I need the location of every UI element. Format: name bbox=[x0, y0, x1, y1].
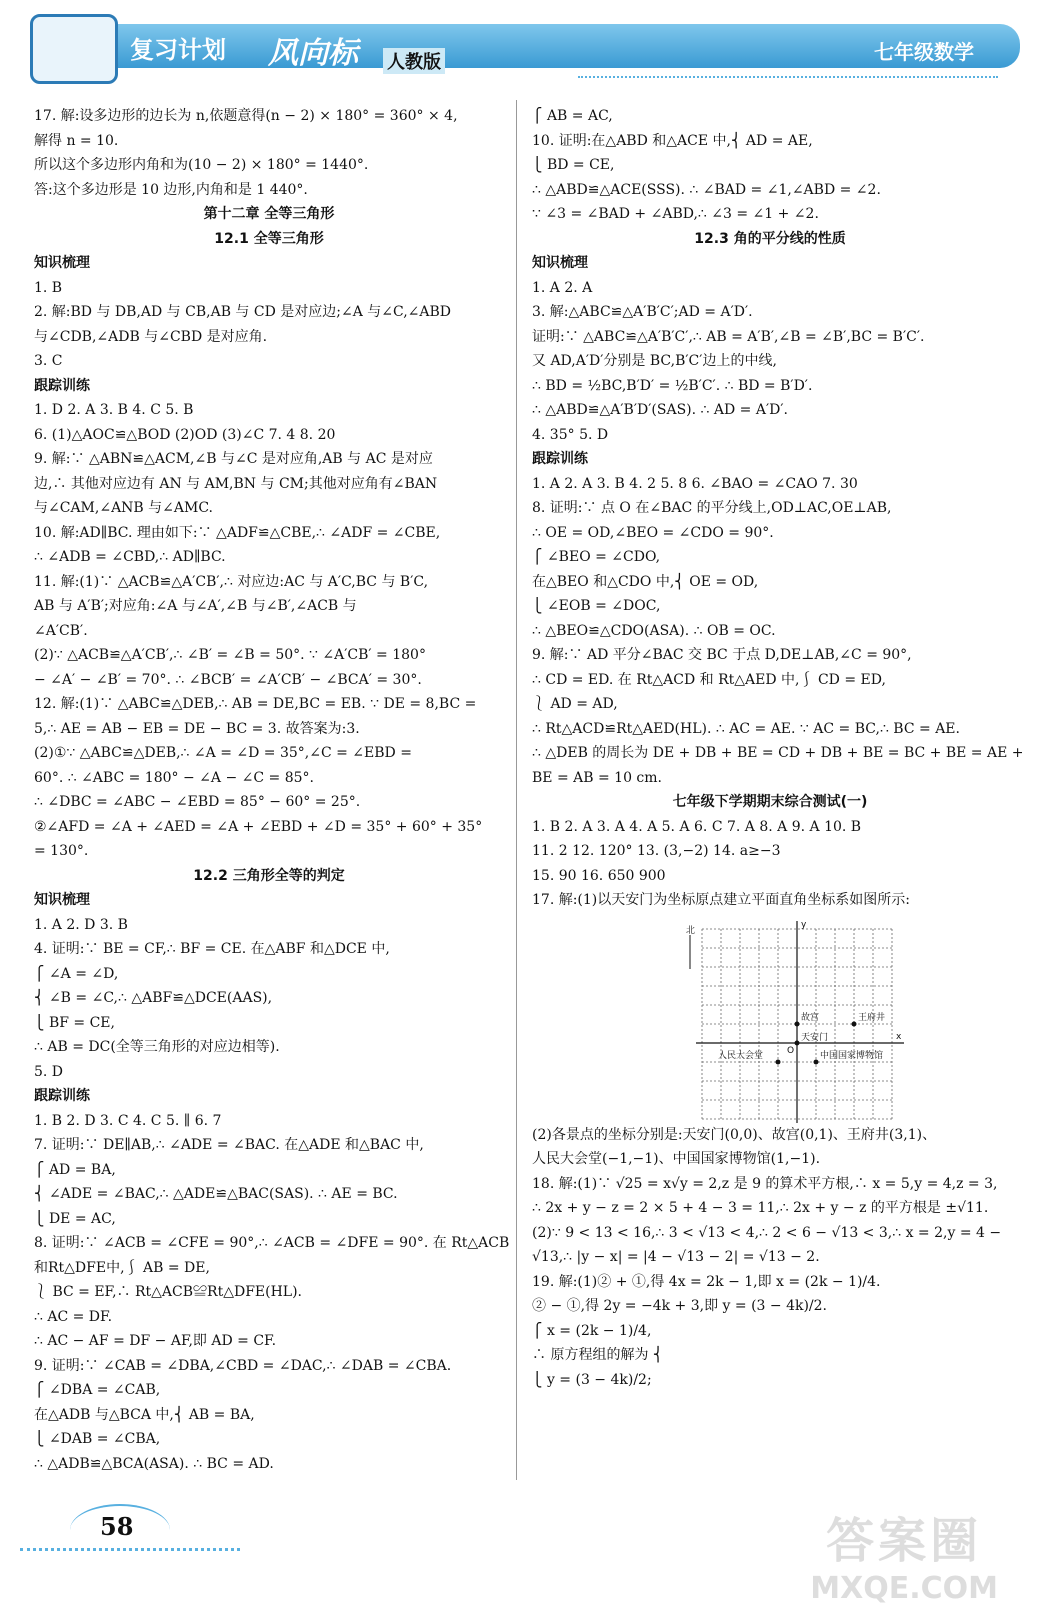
answer-line: ∴ OE = OD,∠BEO = ∠CDO = 90°. bbox=[532, 524, 774, 541]
answer-line: 与∠CAM,∠ANB 与∠AMC. bbox=[34, 500, 214, 516]
answer-line: 8. 证明:∵ ∠ACB = ∠CFE = 90°,∴ ∠ACB = ∠DFE = 90°. 在 Rt△ACB bbox=[34, 1235, 510, 1251]
answer-line: 又 AD,A′D′分别是 BC,B′C′边上的中线, bbox=[532, 353, 777, 369]
answer-line: ∴ AC = DF. bbox=[34, 1308, 113, 1325]
answer-line: ⎧ AB = AC, bbox=[532, 108, 613, 124]
answer-line: 10. 证明:在△ABD 和△ACE 中,⎨ AD = AE, bbox=[532, 132, 813, 149]
answer-line: 所以这个多边形内角和为(10 − 2) × 180° = 1440°. bbox=[34, 157, 369, 173]
answer-line: ⎩ BD = CE, bbox=[532, 157, 615, 173]
map-point-label: 人民大会堂 bbox=[718, 1050, 764, 1061]
answer-line: ∠A′CB′. bbox=[34, 622, 88, 639]
origin-label: O bbox=[787, 1045, 795, 1056]
watermark-logo-text: 答案圈 bbox=[826, 1513, 983, 1569]
answer-line: ② − ①,得 2y = −4k + 3,即 y = (3 − 4k)/2. bbox=[532, 1298, 828, 1314]
answer-line: 7. 证明:∵ DE∥AB,∴ ∠ADE = ∠BAC. 在△ADE 和△BAC 中, bbox=[34, 1137, 424, 1153]
answer-line: (2)∵ △ACB≌△A′CB′,∴ ∠B′ = ∠B = 50°. ∵ ∠A′CB′ = 180° bbox=[34, 647, 426, 663]
answer-line: 17. 解:设多边形的边长为 n,依题意得(n − 2) × 180° = 360° × 4, bbox=[34, 108, 458, 124]
answer-line: 9. 解:∵ △ABN≌△ACM,∠B 与∠C 是对应角,AB 与 AC 是对应 bbox=[34, 451, 433, 467]
answer-line: ∴ △ADB≌△BCA(ASA). ∴ BC = AD. bbox=[34, 1455, 274, 1472]
map-point-label: 天安门 bbox=[801, 1032, 829, 1043]
answer-line: (2)各景点的坐标分别是:天安门(0,0)、故宫(0,1)、王府井(3,1)、 bbox=[532, 1126, 937, 1143]
answer-line: 1. B bbox=[34, 279, 63, 296]
answer-line: 与∠CDB,∠ADB 与∠CBD 是对应角. bbox=[34, 328, 268, 345]
answer-line: ⎩ ∠EOB = ∠DOC, bbox=[532, 598, 661, 614]
answer-line: ⎧ x = (2k − 1)/4, bbox=[532, 1322, 652, 1339]
y-axis-label: y bbox=[801, 919, 807, 930]
map-point bbox=[814, 1059, 819, 1064]
watermark-url: MXQE.COM bbox=[810, 1571, 998, 1606]
section-heading: 12.2 三角形全等的判定 bbox=[193, 867, 345, 884]
answer-line: 边,∴ 其他对应边有 AN 与 AM,BN 与 CM;其他对应角有∠BAN bbox=[34, 475, 438, 492]
answer-line: ⎱ BC = EF,∴ Rt△ACB≌Rt△DFE(HL). bbox=[34, 1284, 303, 1300]
map-point bbox=[795, 1021, 800, 1026]
answer-line: ∴ 原方程组的解为 ⎨ bbox=[532, 1347, 664, 1363]
footer-dotted-rule bbox=[20, 1548, 240, 1551]
section-heading: 12.3 角的平分线的性质 bbox=[694, 230, 846, 247]
answer-line: ∴ △BEO≌△CDO(ASA). ∴ OB = OC. bbox=[532, 622, 776, 639]
answer-line: ∴ 2x + y − z = 2 × 5 + 4 − 3 = 11,∴ 2x + y − z 的平方根是 ±√11. bbox=[532, 1200, 989, 1216]
answer-line: 答:这个多边形是 10 边形,内角和是 1 440°. bbox=[34, 181, 308, 198]
answer-line: ⎩ ∠DAB = ∠CBA, bbox=[34, 1431, 161, 1447]
north-label: 北 bbox=[686, 925, 696, 936]
answer-line: = 130°. bbox=[34, 843, 89, 859]
answer-line: 1. B 2. A 3. A 4. A 5. A 6. C 7. A 8. A 9. A 10. B bbox=[532, 818, 862, 835]
map-point bbox=[795, 1040, 800, 1045]
answer-line: 60°. ∴ ∠ABC = 180° − ∠A − ∠C = 85°. bbox=[34, 769, 314, 786]
answer-line: √13,∴ |y − x| = |4 − √13 − 2| = √13 − 2. bbox=[532, 1249, 820, 1265]
answer-line: 1. D 2. A 3. B 4. C 5. B bbox=[34, 402, 194, 418]
section-heading: 七年级下学期期末综合测试(一) bbox=[672, 794, 868, 810]
answer-line: 11. 2 12. 120° 13. (3,−2) 14. a≥−3 bbox=[532, 843, 781, 859]
answer-line: 1. A 2. D 3. B bbox=[34, 916, 128, 933]
answer-line: 5. D bbox=[34, 1063, 64, 1080]
column-divider bbox=[516, 100, 517, 1480]
page-header bbox=[0, 0, 1038, 92]
answer-line: 解得 n = 10. bbox=[34, 132, 119, 149]
left-column bbox=[34, 104, 510, 1476]
answer-line: 15. 90 16. 650 900 bbox=[532, 867, 666, 884]
subsection-label: 知识梳理 bbox=[34, 255, 90, 271]
answer-line: 5,∴ AE = AB − EB = DE − BC = 3. 故答案为:3. bbox=[34, 720, 360, 737]
answer-line: 12. 解:(1)∵ △ABC≌△DEB,∴ AB = DE,BC = EB. ∵ DE = 8,BC = bbox=[34, 696, 477, 712]
answer-line: ∴ ∠DBC = ∠ABC − ∠EBD = 85° − 60° = 25°. bbox=[34, 794, 361, 810]
answer-line: 4. 35° 5. D bbox=[532, 426, 609, 443]
subsection-label: 跟踪训练 bbox=[34, 377, 90, 394]
answer-line: AB 与 A′B′;对应角:∠A 与∠A′,∠B 与∠B′,∠ACB 与 bbox=[34, 598, 357, 614]
answer-line: BE = AB = 10 cm. bbox=[532, 769, 662, 786]
answer-line: ⎨ ∠B = ∠C,∴ △ABF≌△DCE(AAS), bbox=[34, 990, 273, 1006]
header-edition: 人教版 bbox=[383, 48, 445, 74]
answer-line: 3. C bbox=[34, 353, 63, 369]
answer-line: 9. 证明:∵ ∠CAB = ∠DBA,∠CBD = ∠DAC,∴ ∠DAB = ∠CBA. bbox=[34, 1357, 452, 1374]
answer-line: 1. A 2. A bbox=[532, 279, 593, 296]
answer-line: ⎩ BF = CE, bbox=[34, 1014, 115, 1031]
coordinate-map-figure bbox=[682, 919, 902, 1117]
answer-line: ∴ Rt△ACD≌Rt△AED(HL). ∴ AC = AE. ∵ AC = BC,∴ BC = AE. bbox=[532, 720, 960, 737]
answer-line: ∴ △DEB 的周长为 DE + DB + BE = CD + DB + BE = BC + BE = AE + bbox=[532, 745, 1024, 761]
answer-line: − ∠A′ − ∠B′ = 70°. ∴ ∠BCB′ = ∠A′CB′ − ∠BCA′ = 30°. bbox=[34, 671, 422, 688]
answer-line: ②∠AFD = ∠A + ∠AED = ∠A + ∠EBD + ∠D = 35° + 60° + 35° bbox=[34, 818, 483, 835]
answer-line: (2)①∵ △ABC≌△DEB,∴ ∠A = ∠D = 35°,∠C = ∠EBD = bbox=[34, 745, 412, 761]
coordinate-map bbox=[682, 919, 902, 1117]
answer-line: ∴ ∠ADB = ∠CBD,∴ AD∥BC. bbox=[34, 549, 226, 565]
answer-line: ∵ ∠3 = ∠BAD + ∠ABD,∴ ∠3 = ∠1 + ∠2. bbox=[532, 206, 819, 222]
map-point-label: 中国国家博物馆 bbox=[820, 1050, 884, 1061]
answer-line: 19. 解:(1)② + ①,得 4x = 2k − 1,即 x = (2k − 1)/4. bbox=[532, 1273, 881, 1290]
answer-line: ∴ CD = ED. 在 Rt△ACD 和 Rt△AED 中,⎰ CD = ED, bbox=[532, 671, 886, 688]
answer-line: 证明:∵ △ABC≌△A′B′C′,∴ AB = A′B′,∠B = ∠B′,BC = B′C′. bbox=[532, 328, 925, 345]
answer-line: ⎧ ∠DBA = ∠CAB, bbox=[34, 1382, 161, 1398]
answer-line: 在△BEO 和△CDO 中,⎨ OE = OD, bbox=[532, 573, 759, 590]
x-axis-label: x bbox=[896, 1031, 902, 1042]
answer-line: 4. 证明:∵ BE = CF,∴ BF = CE. 在△ABF 和△DCE 中, bbox=[34, 941, 390, 957]
answer-line: ∴ BD = ½BC,B′D′ = ½B′C′. ∴ BD = B′D′. bbox=[532, 377, 813, 394]
header-dotted-rule bbox=[578, 76, 998, 78]
answer-line: ∴ △ABD≌△ACE(SSS). ∴ ∠BAD = ∠1,∠ABD = ∠2. bbox=[532, 181, 881, 198]
right-column bbox=[532, 104, 1024, 1392]
answer-line: 2. 解:BD 与 DB,AD 与 CB,AB 与 CD 是对应边;∠A 与∠C,∠ABD bbox=[34, 304, 452, 320]
answer-line: ∴ AB = DC(全等三角形的对应边相等). bbox=[34, 1039, 280, 1055]
answer-line: ⎩ DE = AC, bbox=[34, 1210, 116, 1227]
subsection-label: 跟踪训练 bbox=[532, 451, 588, 467]
answer-line: ⎧ AD = BA, bbox=[34, 1161, 116, 1178]
answer-line: 18. 解:(1)∵ √25 = x√y = 2,z 是 9 的算术平方根,∴ x = 5,y = 4,z = 3, bbox=[532, 1175, 998, 1192]
subsection-label: 跟踪训练 bbox=[34, 1088, 90, 1104]
answer-line: ⎩ y = (3 − 4k)/2; bbox=[532, 1371, 652, 1388]
map-point-label: 故宫 bbox=[801, 1012, 820, 1023]
section-heading: 12.1 全等三角形 bbox=[214, 230, 324, 247]
page-footer bbox=[0, 1500, 430, 1600]
answer-line: 和Rt△DFE中,⎰ AB = DE, bbox=[34, 1259, 210, 1276]
subsection-label: 知识梳理 bbox=[532, 255, 588, 271]
answer-line: ⎨ ∠ADE = ∠BAC,∴ △ADE≌△BAC(SAS). ∴ AE = BC. bbox=[34, 1186, 398, 1202]
answer-line: ⎧ ∠A = ∠D, bbox=[34, 965, 119, 982]
answer-line: 9. 解:∵ AD 平分∠BAC 交 BC 于点 D,DE⊥AB,∠C = 90°, bbox=[532, 647, 912, 663]
map-point bbox=[776, 1059, 781, 1064]
answer-line: ∴ △ABD≌△A′B′D′(SAS). ∴ AD = A′D′. bbox=[532, 402, 788, 418]
header-brand: 风向标 bbox=[268, 36, 358, 71]
answer-line: 1. A 2. A 3. B 4. 2 5. 8 6. ∠BAO = ∠CAO 7. 30 bbox=[532, 475, 858, 492]
map-point-label: 王府井 bbox=[858, 1012, 886, 1023]
watermark bbox=[810, 1502, 998, 1606]
header-grade-subject: 七年级数学 bbox=[874, 40, 974, 64]
answer-line: 8. 证明:∵ 点 O 在∠BAC 的平分线上,OD⊥AC,OE⊥AB, bbox=[532, 500, 892, 516]
answer-line: ∴ AC − AF = DF − AF,即 AD = CF. bbox=[34, 1333, 277, 1349]
answer-line: 1. B 2. D 3. C 4. C 5. ∥ 6. 7 bbox=[34, 1112, 222, 1129]
answer-line: 在△ADB 与△BCA 中,⎨ AB = BA, bbox=[34, 1406, 255, 1423]
answer-line: ⎱ AD = AD, bbox=[532, 696, 618, 712]
answer-line: 10. 解:AD∥BC. 理由如下:∵ △ADF≌△CBE,∴ ∠ADF = ∠CBE, bbox=[34, 524, 441, 541]
section-heading: 第十二章 全等三角形 bbox=[203, 206, 335, 222]
page-number: 58 bbox=[100, 1512, 134, 1541]
subsection-label: 知识梳理 bbox=[34, 892, 90, 908]
answer-line: (2)∵ 9 < 13 < 16,∴ 3 < √13 < 4,∴ 2 < 6 − √13 < 3,∴ x = 2,y = 4 − bbox=[532, 1224, 1002, 1241]
map-point bbox=[852, 1021, 857, 1026]
answer-line: 人民大会堂(−1,−1)、中国国家博物馆(1,−1). bbox=[532, 1151, 821, 1167]
answer-line: 6. (1)△AOC≌△BOD (2)OD (3)∠C 7. 4 8. 20 bbox=[34, 426, 336, 443]
answer-line: 11. 解:(1)∵ △ACB≌△A′CB′,∴ 对应边:AC 与 A′C,BC 与 B′C, bbox=[34, 573, 429, 590]
header-title: 复习计划 bbox=[130, 36, 226, 64]
answer-line: 17. 解:(1)以天安门为坐标原点建立平面直角坐标系如图所示: bbox=[532, 892, 910, 908]
book-logo-icon bbox=[30, 14, 118, 84]
answer-line: ⎧ ∠BEO = ∠CDO, bbox=[532, 549, 661, 565]
answer-line: 3. 解:△ABC≌△A′B′C′;AD = A′D′. bbox=[532, 304, 753, 320]
